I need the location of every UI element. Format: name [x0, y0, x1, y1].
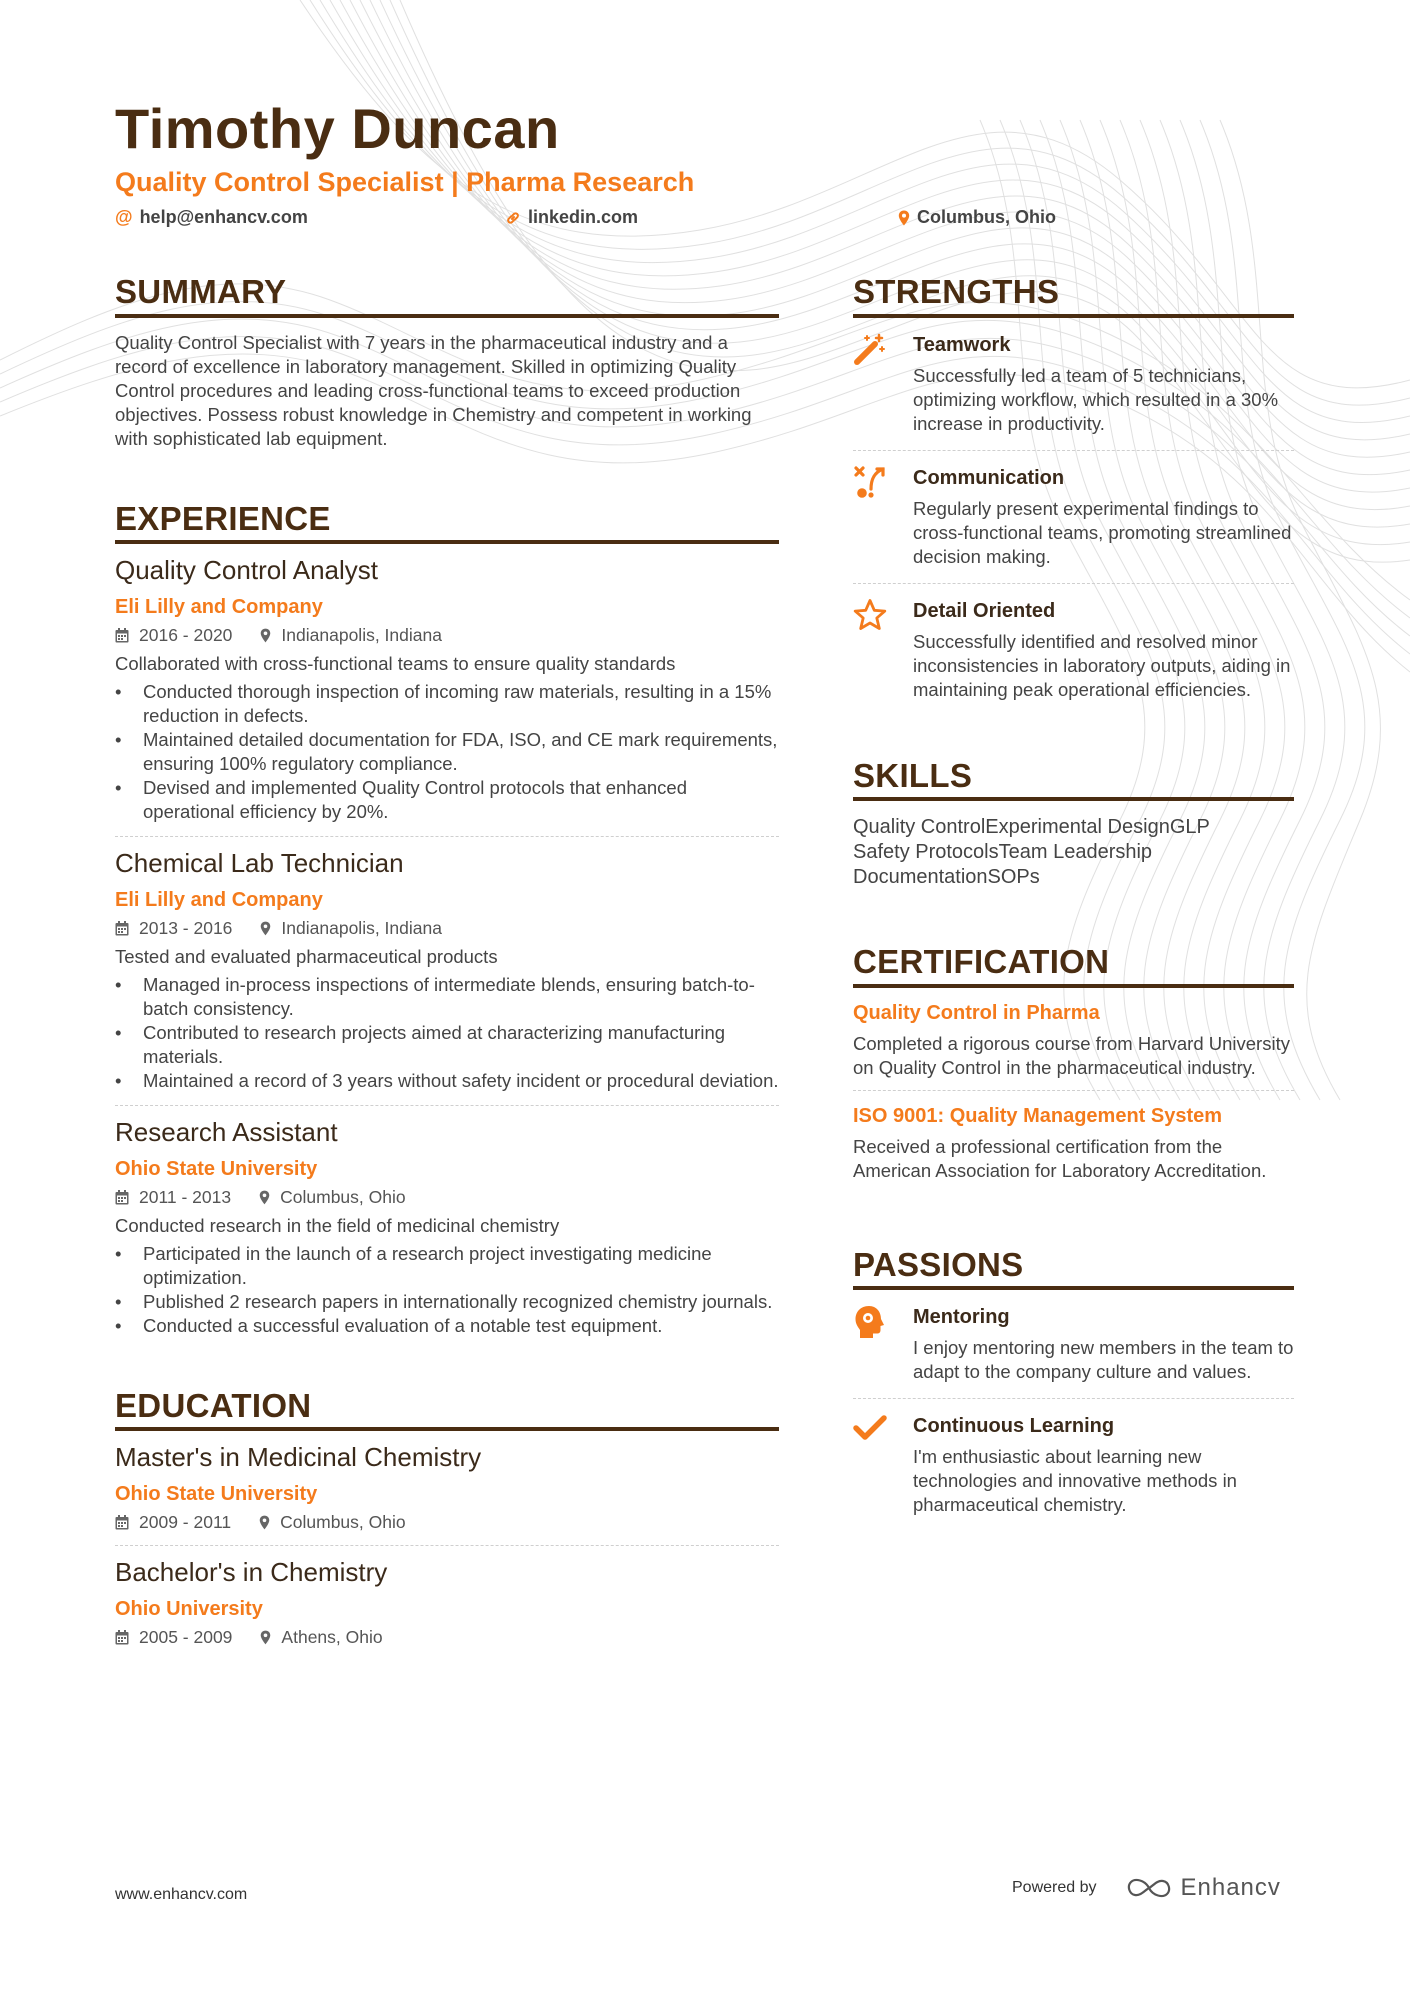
powered-by-label: Powered by — [1012, 1879, 1097, 1896]
skill-tag: Experimental Design — [985, 816, 1170, 839]
job-meta — [115, 918, 779, 939]
footer-website[interactable]: www.enhancv.com — [115, 1886, 248, 1903]
education-item — [115, 1431, 779, 1546]
location-pin-icon — [260, 628, 271, 643]
job-description: Conducted research in the field of medicinal chemistry — [115, 1214, 560, 1236]
candidate-name: Timothy Duncan — [115, 97, 560, 160]
skill-tag: GLP — [1169, 816, 1210, 839]
experience-heading: EXPERIENCE — [115, 499, 779, 545]
footer-powered-by[interactable] — [1012, 1874, 1281, 1902]
company-name: Eli Lilly and Company — [115, 595, 323, 618]
enhancv-logo-icon — [1125, 1876, 1173, 1900]
education-location: Athens, Ohio — [281, 1626, 383, 1647]
passion-item — [853, 1399, 1294, 1531]
certification-section — [853, 942, 1294, 1193]
job-location: Indianapolis, Indiana — [281, 624, 442, 645]
passions-heading: PASSIONS — [853, 1245, 1294, 1291]
strength-desc: Successfully led a team of 5 technicians, optimizing workflow, which resulted in a 30% increase in productivity. — [913, 364, 1279, 434]
passions-section — [853, 1245, 1294, 1532]
education-dates: 2005 - 2009 — [139, 1626, 233, 1647]
passion-title: Mentoring — [913, 1306, 1010, 1329]
education-section — [115, 1386, 779, 1660]
job-bullet: • Devised and implemented Quality Control protocols that enhanced operational efficiency by 20%. — [115, 776, 779, 824]
passion-title: Continuous Learning — [913, 1415, 1115, 1438]
summary-heading: SUMMARY — [115, 272, 779, 318]
job-dates: 2016 - 2020 — [139, 624, 233, 645]
strength-title: Detail Oriented — [913, 599, 1056, 622]
experience-item — [115, 1106, 779, 1350]
job-bullet: • Conducted a successful evaluation of a notable test equipment. — [115, 1314, 779, 1338]
location-pin-icon — [260, 1630, 271, 1645]
job-bullet: • Conducted thorough inspection of incoming raw materials, resulting in a 15% reduction in defects. — [115, 680, 779, 728]
passion-desc: I enjoy mentoring new members in the team to adapt to the company culture and values. — [913, 1337, 1294, 1383]
strategy-icon — [853, 465, 913, 569]
location-pin-icon — [260, 921, 271, 936]
calendar-icon — [115, 1190, 129, 1205]
strength-item — [853, 318, 1294, 451]
education-heading: EDUCATION — [115, 1386, 779, 1432]
passion-desc: I'm enthusiastic about learning new technologies and innovative methods in pharmaceutical chemistry. — [913, 1446, 1237, 1516]
education-item — [115, 1546, 779, 1660]
star-icon — [853, 598, 913, 702]
location-pin-icon — [898, 210, 910, 226]
strength-desc: Successfully identified and resolved minor inconsistencies in laboratory outputs, aiding in maintaining peak operational efficiencies. — [913, 630, 1291, 700]
skills-heading: SKILLS — [853, 756, 1294, 802]
job-bullets — [115, 680, 779, 824]
job-title: Chemical Lab Technician — [115, 847, 404, 878]
skill-tag: Safety Protocols — [853, 841, 999, 864]
brand-name: Enhancv — [1180, 1874, 1281, 1901]
education-dates: 2009 - 2011 — [139, 1511, 232, 1532]
experience-section — [115, 499, 779, 1350]
job-title: Quality Control Analyst — [115, 555, 379, 586]
left-column — [115, 272, 779, 1660]
email-text: help@enhancv.com — [139, 207, 308, 227]
skill-tag: Quality Control — [853, 816, 986, 839]
calendar-icon — [115, 628, 129, 643]
contact-email[interactable] — [115, 207, 308, 228]
school-name: Ohio University — [115, 1597, 263, 1620]
job-dates: 2013 - 2016 — [139, 917, 233, 938]
job-bullet: • Published 2 research papers in internationally recognized chemistry journals. — [115, 1290, 779, 1314]
certification-heading: CERTIFICATION — [853, 942, 1294, 988]
job-bullet: • Contributed to research projects aimed at characterizing manufacturing materials. — [115, 1021, 779, 1069]
linkedin-text: linkedin.com — [528, 207, 639, 227]
certification-desc: Completed a rigorous course from Harvard University on Quality Control in the pharmaceutical industry. — [853, 1032, 1290, 1078]
job-description: Collaborated with cross-functional teams to ensure quality standards — [115, 652, 676, 674]
job-bullet: • Maintained a record of 3 years without safety incident or procedural deviation. — [115, 1069, 779, 1093]
job-meta — [115, 625, 779, 646]
job-bullet: • Managed in-process inspections of intermediate blends, ensuring batch-to-batch consistency. — [115, 973, 779, 1021]
education-location: Columbus, Ohio — [280, 1511, 406, 1532]
job-title: Research Assistant — [115, 1116, 338, 1147]
skill-tag: SOPs — [987, 866, 1040, 889]
degree: Master's in Medicinal Chemistry — [115, 1442, 482, 1473]
strength-desc: Regularly present experimental findings to cross-functional teams, promoting streamlined decision making. — [913, 497, 1292, 567]
passion-item — [853, 1290, 1294, 1399]
certification-desc: Received a professional certification from the American Association for Laboratory Accreditation. — [853, 1135, 1267, 1181]
degree: Bachelor's in Chemistry — [115, 1556, 388, 1587]
education-meta — [115, 1512, 779, 1533]
head-icon — [853, 1304, 913, 1384]
strength-title: Teamwork — [913, 333, 1011, 356]
calendar-icon — [115, 1515, 129, 1530]
summary-section — [115, 272, 779, 451]
summary-text: Quality Control Specialist with 7 years in the pharmaceutical industry and a record of excellence in laboratory management. Skilled in optimizing Quality Control procedures and leading cross-functional teams to exceed production objectives. Possess robust knowledge in Chemistry and competent in working with sophisticated lab equipment. — [115, 331, 752, 449]
school-name: Ohio State University — [115, 1482, 318, 1505]
strength-item — [853, 451, 1294, 584]
contact-location — [898, 207, 1056, 228]
strength-item — [853, 584, 1294, 716]
job-bullets — [115, 1242, 779, 1338]
certification-item — [853, 988, 1294, 1091]
job-location: Indianapolis, Indiana — [281, 917, 442, 938]
job-description: Tested and evaluated pharmaceutical products — [115, 945, 498, 967]
job-meta — [115, 1187, 779, 1208]
location-pin-icon — [259, 1515, 270, 1530]
checkmark-icon — [853, 1413, 913, 1517]
candidate-title: Quality Control Specialist | Pharma Research — [115, 167, 695, 197]
location-text: Columbus, Ohio — [917, 207, 1056, 227]
skill-tag: Documentation — [853, 866, 988, 889]
link-icon — [505, 210, 521, 226]
strengths-section — [853, 272, 1294, 716]
strength-title: Communication — [913, 466, 1065, 489]
education-meta — [115, 1627, 779, 1648]
job-location: Columbus, Ohio — [280, 1186, 406, 1207]
certification-item — [853, 1091, 1294, 1193]
right-column — [853, 272, 1294, 1531]
contact-linkedin[interactable] — [505, 207, 638, 228]
skills-list — [853, 815, 1294, 890]
experience-item — [115, 837, 779, 1106]
experience-item — [115, 544, 779, 837]
at-icon: @ — [115, 207, 133, 227]
skill-tag: Team Leadership — [998, 841, 1153, 864]
certification-title: Quality Control in Pharma — [853, 1001, 1100, 1024]
calendar-icon — [115, 921, 129, 936]
job-dates: 2011 - 2013 — [139, 1186, 232, 1207]
company-name: Eli Lilly and Company — [115, 888, 323, 911]
company-name: Ohio State University — [115, 1157, 318, 1180]
job-bullet: • Participated in the launch of a research project investigating medicine optimization. — [115, 1242, 779, 1290]
job-bullet: • Maintained detailed documentation for FDA, ISO, and CE mark requirements, ensuring 100% regulatory compliance. — [115, 728, 779, 776]
job-bullets — [115, 973, 779, 1093]
location-pin-icon — [259, 1190, 270, 1205]
magic-wand-icon — [853, 332, 913, 436]
calendar-icon — [115, 1630, 129, 1645]
strengths-heading: STRENGTHS — [853, 272, 1294, 318]
skills-section — [853, 756, 1294, 891]
certification-title: ISO 9001: Quality Management System — [853, 1104, 1223, 1127]
